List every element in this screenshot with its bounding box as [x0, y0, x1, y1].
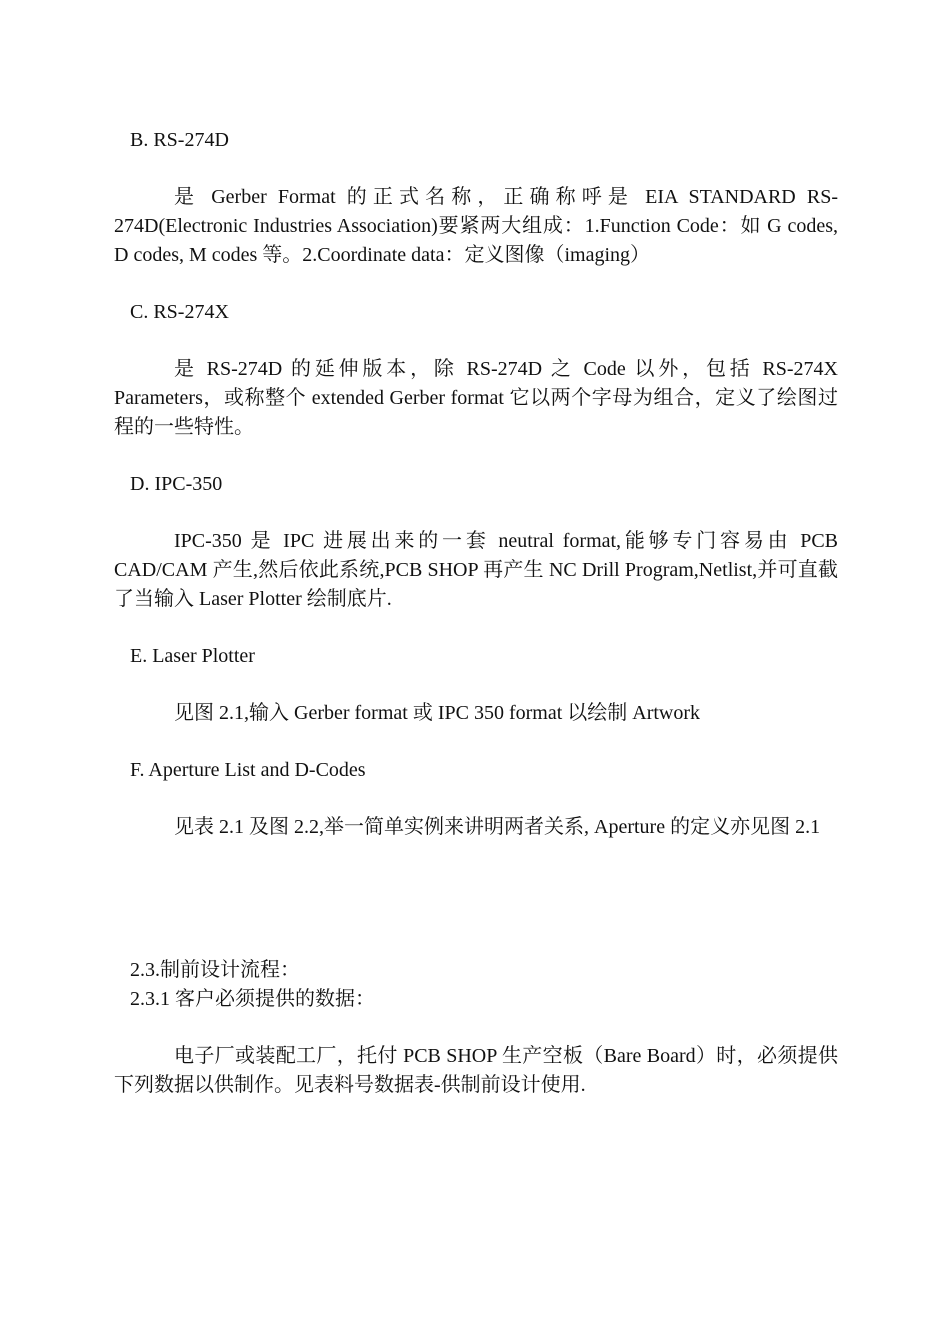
document-page — [114, 126, 838, 1100]
section-heading-rs274x: C. RS-274X — [130, 301, 229, 323]
flow-subtitle: 2.3.1 客户必须提供的数据： — [130, 988, 375, 1010]
section-body-rs274x: 是 RS-274D 的延伸版本，除 RS-274D 之 Code 以外，包括 RS-274X Parameters，或称整个 extended Gerber format 它以两个字母为组合，定义了绘图过程的一些特性。 — [114, 358, 838, 438]
section-body-rs274d: 是 Gerber Format 的正式名称，正确称呼是 EIA STANDARD RS-274D(Electronic Industries Association)要紧两大组成：1.Function Code：如 G codes, D codes, M codes 等。2.Coordinate data：定义图像（imaging） — [114, 186, 838, 266]
section-body-ipc350: IPC-350 是 IPC 进展出来的一套 neutral format,能够专门容易由 PCB CAD/CAM 产生,然后依此系统,PCB SHOP 再产生 NC Drill Program,Netlist,并可直截了当输入 Laser Plotter 绘制底片. — [114, 530, 838, 610]
section-heading-rs274d: B. RS-274D — [130, 129, 229, 151]
flow-body: 电子厂或装配工厂，托付 PCB SHOP 生产空板（Bare Board）时，必须提供下列数据以供制作。见表料号数据表-供制前设计使用. — [114, 1045, 838, 1096]
section-heading-aperture: F. Aperture List and D-Codes — [130, 759, 366, 781]
section-heading-ipc350: D. IPC-350 — [130, 473, 223, 495]
flow-title: 2.3.制前设计流程： — [130, 959, 300, 981]
section-heading-laser-plotter: E. Laser Plotter — [130, 645, 255, 667]
section-body-aperture: 见表 2.1 及图 2.2,举一简单实例来讲明两者关系, Aperture 的定义亦见图 2.1 — [174, 816, 821, 838]
section-body-laser-plotter: 见图 2.1,输入 Gerber format 或 IPC 350 format 以绘制 Artwork — [174, 702, 701, 724]
